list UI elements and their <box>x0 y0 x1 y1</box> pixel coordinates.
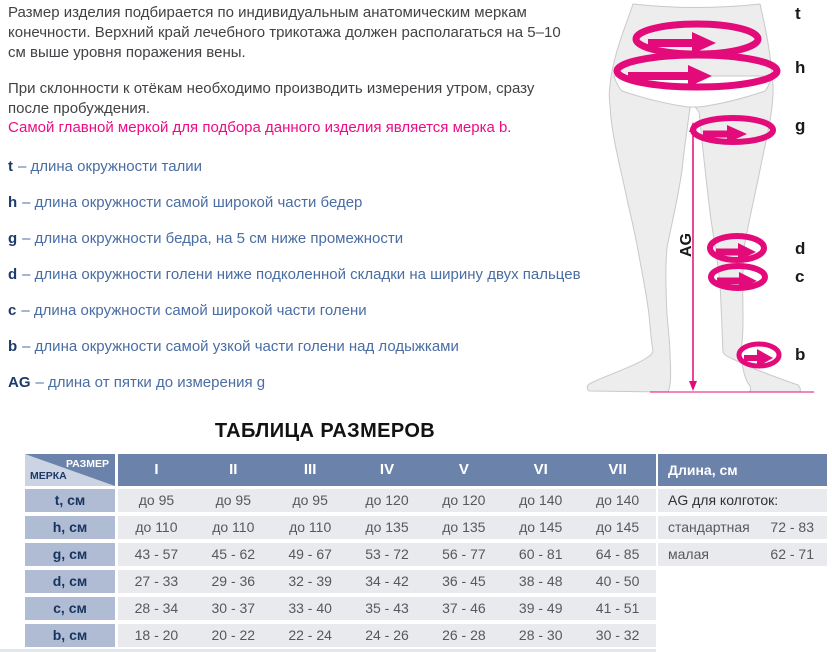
intro-line: см выше уровня поражения вены. <box>8 44 246 61</box>
measure-item-b <box>8 338 459 355</box>
body-measurement-diagram <box>575 0 832 400</box>
measure-desc: – длина окружности талии <box>18 158 203 175</box>
table-cell: 37 - 46 <box>442 600 486 616</box>
column-header: V <box>458 461 469 478</box>
row-label-t: t, см <box>25 489 115 512</box>
table-cell: до 140 <box>595 492 640 508</box>
table-row <box>118 516 656 539</box>
table-cell: 24 - 26 <box>365 627 409 643</box>
table-cell: 53 - 72 <box>365 546 409 562</box>
length-panel-note: AG для колготок: <box>658 489 827 512</box>
table-cell: 45 - 62 <box>211 546 256 562</box>
table-cell: 56 - 77 <box>442 546 486 562</box>
diagram-label-h: h <box>795 58 806 77</box>
table-cell: до 140 <box>519 492 563 508</box>
length-range-value: 62 - 71 <box>770 546 814 562</box>
measure-item-t <box>8 158 202 175</box>
table-cell: 34 - 42 <box>365 573 409 589</box>
table-cell: 33 - 40 <box>288 600 332 616</box>
diagram-label-c: c <box>795 267 805 286</box>
intro-line: При склонности к отёкам необходимо производить измерения утром, сразу <box>8 80 535 97</box>
table-cell: 28 - 34 <box>134 600 179 616</box>
table-cell: до 95 <box>292 492 328 508</box>
table-cell: до 145 <box>519 519 563 535</box>
b-measure-arrow <box>739 344 779 367</box>
table-cell: 30 - 32 <box>595 627 640 643</box>
key-measure-note: Самой главной меркой для подбора данного изделия является мерка b. <box>8 119 512 136</box>
table-cell: 26 - 28 <box>442 627 486 643</box>
table-cell: 27 - 33 <box>134 573 179 589</box>
table-cell: 41 - 51 <box>595 600 640 616</box>
column-header: II <box>229 461 238 478</box>
table-cell: 49 - 67 <box>288 546 332 562</box>
table-cell: 43 - 57 <box>134 546 179 562</box>
column-header: VII <box>608 461 627 478</box>
diagram-label-ag: AG <box>678 233 695 257</box>
table-row <box>118 597 656 620</box>
corner-size-label: РАЗМЕР <box>66 458 109 470</box>
row-label-h: h, см <box>25 516 115 539</box>
intro-paragraph-1 <box>8 3 561 63</box>
column-header: VI <box>533 461 548 478</box>
row-label-g: g, см <box>25 543 115 566</box>
table-header-row <box>118 454 656 486</box>
measure-desc: – длина окружности самой широкой части бедер <box>22 194 363 211</box>
table-cell: 40 - 50 <box>595 573 640 589</box>
diagram-label-d: d <box>795 239 806 258</box>
length-type-label: стандартная <box>668 519 750 535</box>
measure-key: t <box>8 158 13 175</box>
measure-key: c <box>8 302 17 319</box>
table-cell: 38 - 48 <box>518 573 563 589</box>
table-cell: 39 - 49 <box>518 600 563 616</box>
table-cell: до 135 <box>442 519 486 535</box>
table-cell: 30 - 37 <box>211 600 256 616</box>
intro-line: после пробуждения. <box>8 100 151 117</box>
row-label-d: d, см <box>25 570 115 593</box>
intro-line: конечности. Верхний край лечебного трикотажа должен располагаться на 5–10 <box>8 24 561 41</box>
table-row <box>118 489 656 512</box>
table-cell: 18 - 20 <box>134 627 179 643</box>
table-row <box>118 570 656 593</box>
row-label-b: b, см <box>25 624 115 647</box>
table-cell: 29 - 36 <box>211 573 256 589</box>
length-range-value: 72 - 83 <box>770 519 814 535</box>
table-cell: до 145 <box>595 519 640 535</box>
measure-item-ag <box>8 374 265 391</box>
measure-desc: – длина окружности самой узкой части голени над лодыжками <box>22 338 459 355</box>
size-table-title: ТАБЛИЦА РАЗМЕРОВ <box>214 420 436 442</box>
table-cell: до 110 <box>135 519 178 535</box>
table-cell: до 95 <box>215 492 251 508</box>
intro-paragraph-2 <box>8 79 534 119</box>
table-cell: до 120 <box>442 492 486 508</box>
table-cell: до 110 <box>212 519 255 535</box>
table-cell: до 110 <box>289 519 332 535</box>
measure-desc: – длина окружности голени ниже подколенной складки на ширину двух пальцев <box>22 266 581 283</box>
length-panel-row <box>658 516 827 539</box>
measure-key: AG <box>8 374 31 391</box>
measure-desc: – длина окружности самой широкой части голени <box>21 302 367 319</box>
length-type-label: малая <box>668 546 709 562</box>
diagram-label-b: b <box>795 345 806 364</box>
measure-desc: – длина от пятки до измерения g <box>35 374 266 391</box>
table-cell: до 120 <box>365 492 409 508</box>
diagram-label-t: t <box>795 4 801 23</box>
intro-line: Размер изделия подбирается по индивидуальным анатомическим меркам <box>8 4 527 21</box>
table-cell: 35 - 43 <box>365 600 409 616</box>
column-header: IV <box>379 461 395 478</box>
table-corner-cell <box>25 454 115 486</box>
length-panel-row <box>658 543 827 566</box>
measure-key: d <box>8 266 18 283</box>
column-header: I <box>154 461 159 478</box>
length-panel-title: Длина, см <box>658 454 827 486</box>
measure-item-c <box>8 302 367 319</box>
measure-item-h <box>8 194 362 211</box>
corner-measure-label: МЕРКА <box>30 470 67 482</box>
measure-key: b <box>8 338 18 355</box>
table-row <box>118 624 656 647</box>
table-cell: до 95 <box>138 492 175 508</box>
table-cell: 64 - 85 <box>595 546 640 562</box>
table-cell: 20 - 22 <box>211 627 256 643</box>
measure-desc: – длина окружности бедра, на 5 см ниже промежности <box>22 230 404 247</box>
table-cell: 36 - 45 <box>442 573 486 589</box>
table-cell: 32 - 39 <box>288 573 332 589</box>
table-row <box>118 543 656 566</box>
table-cell: до 135 <box>365 519 409 535</box>
table-cell: 22 - 24 <box>288 627 332 643</box>
measure-key: g <box>8 230 18 247</box>
diagram-label-g: g <box>795 116 806 135</box>
measure-item-g <box>8 230 403 247</box>
row-label-c: c, см <box>25 597 115 620</box>
table-cell: 28 - 30 <box>518 627 563 643</box>
table-cell: 60 - 81 <box>518 546 563 562</box>
measure-item-d <box>8 266 581 283</box>
measure-key: h <box>8 194 18 211</box>
column-header: III <box>303 461 317 478</box>
